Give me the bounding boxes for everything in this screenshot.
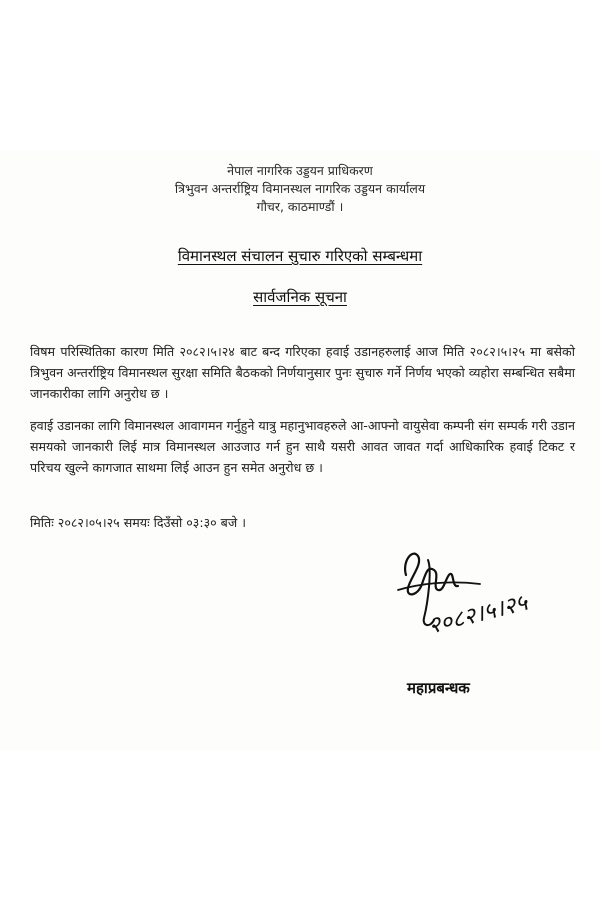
paragraph-2: हवाई उडानका लागि विमानस्थल आवागमन गर्नुहुने यात्रु महानुभावहरुले आ-आफ्नो वायुसेवा कम्पनी संग सम्पर्क गरी उडान समयको जानकारी लिई मात्र विमानस्थल आउजाउ गर्न हुन साथै यसरी आवत जावत गर्दा आधिकारिक हवाई टिकट र परिचय खुल्ने कागजात साथमा लिई आउन हुन समेत अनुरोध छ । bbox=[30, 418, 575, 475]
letterhead bbox=[0, 162, 600, 216]
org-name: नेपाल नागरिक उड्डयन प्राधिकरण bbox=[227, 163, 373, 178]
signature-date: २०८२।५।२५ bbox=[425, 589, 531, 640]
date-time-line: मितिः २०८२।०५।२५ समयः दिउँसो ०३:३० बजे । bbox=[30, 515, 246, 530]
handwritten-signature bbox=[388, 540, 538, 650]
notice-title-text: सार्वजनिक सूचना bbox=[253, 288, 347, 306]
notice-heading bbox=[0, 287, 600, 307]
subject-line bbox=[0, 246, 600, 266]
office-name: त्रिभुवन अन्तर्राष्ट्रिय विमानस्थल नागरिक उड्डयन कार्यालय bbox=[174, 181, 426, 196]
designation: महाप्रबन्धक bbox=[407, 679, 470, 697]
paragraph-1: विषम परिस्थितिका कारण मिति २०८२।५।२४ बाट बन्द गरिएका हवाई उडानहरुलाई आज मिति २०८२।५।२५ मा बसेको त्रिभुवन अन्तर्राष्ट्रिय विमानस्थल सुरक्षा समिति बैठकको निर्णयानुसार पुनः सुचारु गर्ने निर्णय भएको व्यहोरा सम्बन्धित सबैमा जानकारीका लागि अनुरोध छ । bbox=[30, 344, 575, 401]
subject-text: विमानस्थल संचालन सुचारु गरिएको सम्बन्धमा bbox=[177, 247, 423, 265]
office-address: गौचर, काठमाण्डौं । bbox=[256, 199, 344, 214]
